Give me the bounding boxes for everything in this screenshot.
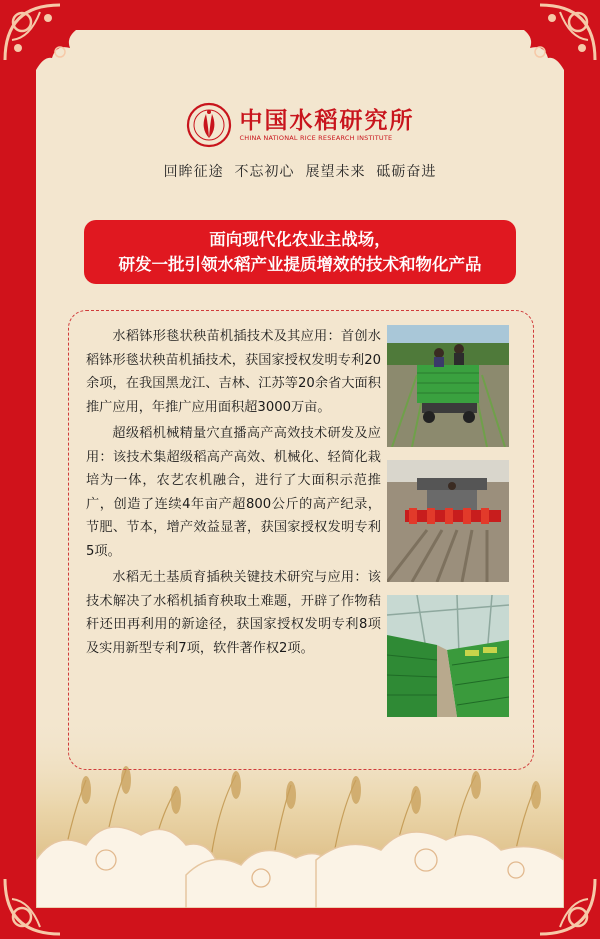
photo-precision-direct-seeder (387, 460, 509, 582)
panel-corner-cloud-icon (494, 30, 564, 100)
cream-panel (36, 30, 564, 908)
headline-banner (84, 220, 516, 284)
photo-rice-transplanter (387, 325, 509, 447)
paragraph-pot-blanket-seedling: 水稻钵形毯状秧苗机插技术及其应用：首创水稻钵形毯状秧苗机插技术，获国家授权发明专利20余项，在我国黑龙江、吉林、江苏等20余省大面积推广应用，年推广应用面积超3000万亩。 (86, 329, 381, 415)
rice-institute-logo-icon (186, 102, 232, 148)
tech-description-column (86, 325, 381, 663)
banner-line-2: 研发一批引领水稻产业提质增效的技术和物化产品 (118, 255, 482, 274)
paragraph-soilless-substrate: 水稻无土基质育插秧关键技术研究与应用：该技术解决了水稻机插育秧取土难题，开辟了作物秸秆还田再利用的新途径，获国家授权发明专利8项及实用新型专利7项，软件著作权2项。 (86, 570, 381, 656)
logo-chinese-name: 中国水稻研究所 (239, 106, 415, 134)
paragraph-super-rice-direct-seeding: 超级稻机械精量穴直播高产高效技术研发及应用：该技术集超级稻高产高效、机械化、轻简化栽培为一体，农艺农机融合，进行了大面积示范推广，创造了连续4年亩产超800公斤的高产纪录，节肥、节本，增产效益显著，获国家授权发明专利5项。 (86, 426, 381, 559)
panel-corner-cloud-icon (36, 30, 106, 100)
photo-greenhouse-seedlings (387, 595, 509, 717)
institute-logo (36, 102, 564, 148)
slogan: 回眸征途 不忘初心 展望未来 砥砺奋进 (163, 164, 437, 180)
banner-line-1: 面向现代化农业主战场， (209, 230, 391, 249)
logo-english-name: CHINA NATIONAL RICE RESEARCH INSTITUTE (239, 133, 393, 142)
